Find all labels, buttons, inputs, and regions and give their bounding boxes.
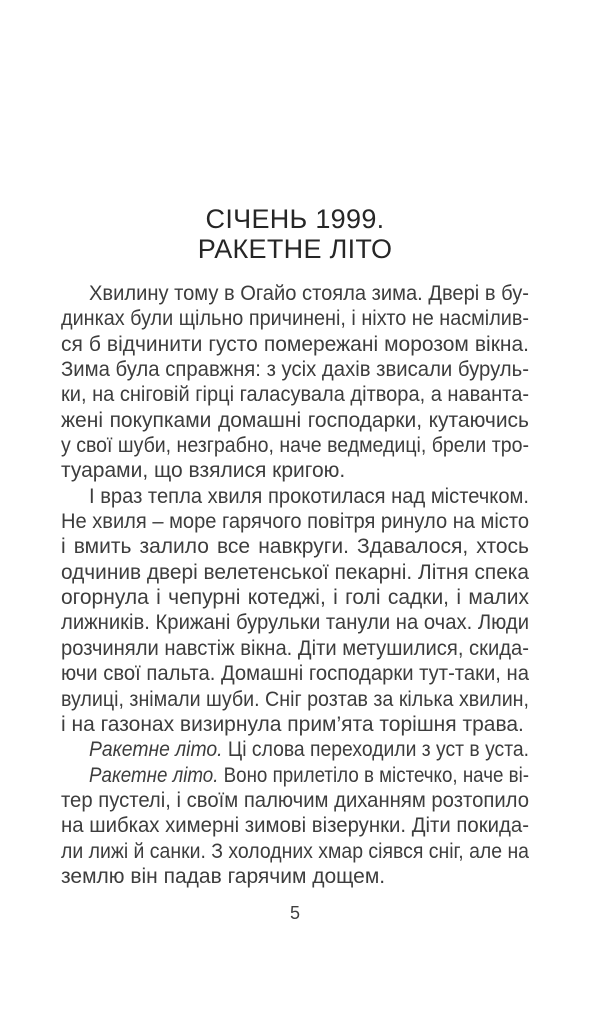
- text-line: [61, 534, 529, 559]
- text-line-content: ючи свої пальта. Домашні господарки тут-таки, на: [61, 662, 529, 686]
- text-line: [61, 763, 529, 788]
- text-line: [61, 332, 529, 357]
- text-line: [61, 281, 529, 306]
- text-line-content: ки, на сніговій гірці галасувала дітвора, а наванта-: [61, 383, 529, 407]
- text-line: [61, 813, 529, 838]
- text-line: [61, 610, 529, 635]
- text-line: [61, 408, 529, 433]
- text-line-content: огорнула і чепурні котеджі, і голі садки, і малих: [61, 586, 529, 610]
- text-line-content: і вмить залило все навкруги. Здавалося, хтось: [61, 535, 529, 559]
- text-line: [61, 306, 529, 331]
- text-line: [61, 433, 529, 458]
- text-line: [61, 661, 529, 686]
- text-line-content: туарами, що взялися кригою.: [61, 459, 346, 483]
- text-line: [61, 636, 529, 661]
- text-line-content: у свої шуби, незграбно, наче ведмедиці, брели тро-: [61, 434, 529, 458]
- text-line-content: жені покупками домашні господарки, кутаючись: [61, 408, 529, 432]
- text-line-content: вулиці, знімали шуби. Сніг розтав за кілька хвилин,: [61, 687, 529, 711]
- text-line-content: землю він падав гарячим дощем.: [61, 864, 386, 888]
- text-line: [61, 509, 529, 534]
- text-line: [61, 382, 529, 407]
- body-text: [61, 281, 529, 889]
- text-line: [61, 737, 529, 762]
- text-line-content: І враз тепла хвиля прокотилася над містечком.: [89, 484, 529, 508]
- text-line-content: Ракетне літо. Ці слова переходили з уст в уста.: [89, 738, 530, 762]
- text-line: [61, 788, 529, 813]
- chapter-title: [61, 204, 529, 264]
- text-line-content: Ракетне літо. Воно прилетіло в містечко, наче ві-: [89, 763, 530, 787]
- text-line: [61, 687, 529, 712]
- text-line-content: лижників. Крижані бурульки танули на очах. Люди: [61, 611, 529, 635]
- chapter-title-line-1: СІЧЕНЬ 1999.: [205, 204, 385, 234]
- text-line: [61, 712, 529, 737]
- text-line-content: динках були щільно причинені, і ніхто не насмілив-: [61, 307, 529, 331]
- text-line-content: і на газонах визирнула прим’ята торішня трава.: [61, 712, 524, 736]
- text-line: [61, 864, 529, 889]
- text-line-content: розчиняли навстіж вікна. Діти метушилися, скида-: [61, 636, 529, 660]
- text-line: [61, 357, 529, 382]
- text-line-content: Не хвиля – море гарячого повітря ринуло на місто: [61, 510, 529, 534]
- text-line: [61, 585, 529, 610]
- text-line: [61, 839, 529, 864]
- text-line-content: ся б відчинити густо помережані морозом вікна.: [61, 332, 529, 356]
- text-line-content: ли лижі й санки. З холодних хмар сіявся сніг, але на: [61, 839, 529, 863]
- text-line: [61, 560, 529, 585]
- text-line-content: Хвилину тому в Огайо стояла зима. Двері в бу-: [89, 282, 529, 305]
- text-line-content: на шибках химерні зимові візерунки. Діти покида-: [61, 814, 529, 838]
- text-line-content: одчинив двері велетенської пекарні. Літня спека: [61, 560, 529, 584]
- text-line-content: тер пустелі, і своїм палючим диханням розтопило: [61, 788, 529, 812]
- text-line: [61, 484, 529, 509]
- text-line-content: Зима була справжня: з усіх дахів звисали буруль-: [61, 358, 529, 382]
- chapter-title-line-2: РАКЕТНЕ ЛІТО: [197, 234, 393, 264]
- text-line: [61, 458, 529, 483]
- page-number: 5: [289, 903, 300, 923]
